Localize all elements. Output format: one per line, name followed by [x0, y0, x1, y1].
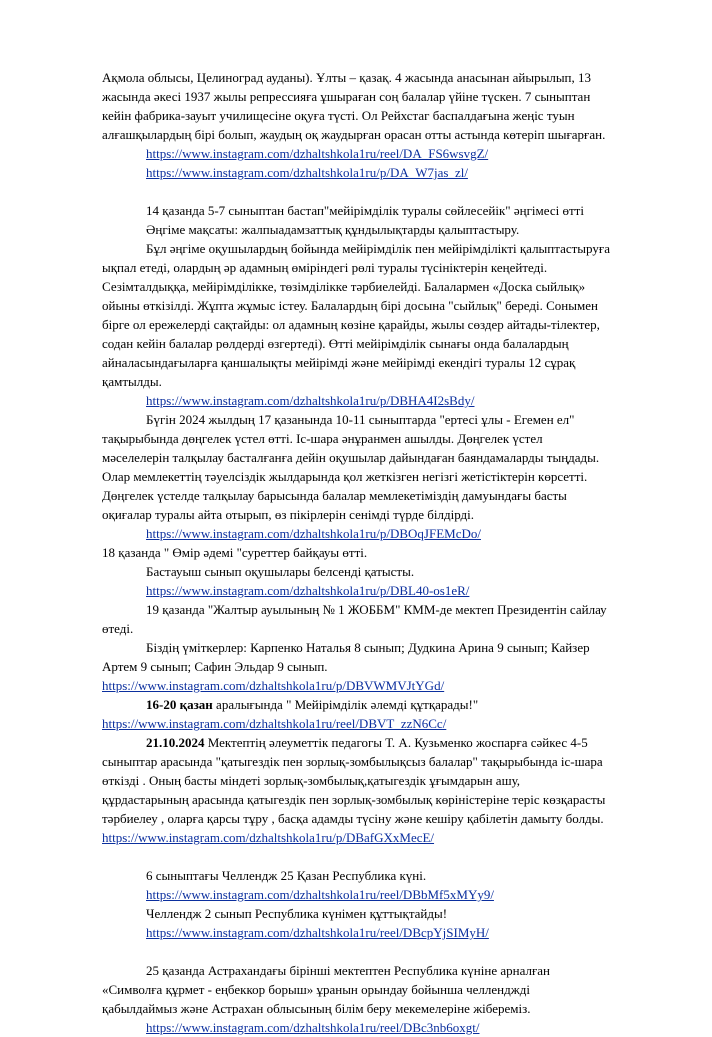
- text-line: [102, 961, 672, 980]
- blank-line: [102, 847, 672, 866]
- text-line: [102, 220, 672, 239]
- text-line: [102, 163, 672, 182]
- text-line: [102, 68, 672, 87]
- paragraph-text: өтеді.: [102, 621, 134, 636]
- paragraph-text: Олар мемлекеттің тәуелсіздік жылдарында қол жеткізген негізгі жетістіктерін көрсетті.: [102, 469, 588, 484]
- text-line: [102, 752, 672, 771]
- text-line: [102, 239, 672, 258]
- text-line: [102, 600, 672, 619]
- text-line: [102, 486, 672, 505]
- text-line: [102, 1018, 672, 1037]
- text-line: [102, 828, 672, 847]
- paragraph-text: 14 қазанда 5-7 сыныптан бастап"мейірімділік туралы сөйлесейік" әңгімесі өтті: [146, 203, 584, 218]
- text-line: [102, 562, 672, 581]
- paragraph-text: ықпал етеді, олардың әр адамның өміріндегі рөлі туралы түсініктерін кеңейтеді.: [102, 260, 548, 275]
- paragraph-text: бірге ол ережелерді сақтайды: ол адамның көзіне қарайды, жылы сөздер айтады-тілектер,: [102, 317, 600, 332]
- instagram-link[interactable]: https://www.instagram.com/dzhaltshkola1ru/p/DBVWMVJtYGd/: [102, 678, 445, 693]
- paragraph-text: Артем 9 сынып; Сафин Эльдар 9 сынып.: [102, 659, 328, 674]
- text-line: [102, 410, 672, 429]
- text-line: [102, 296, 672, 315]
- text-line: [102, 201, 672, 220]
- paragraph-text: Бастауыш сынып оқушылары белсенді қатысты.: [146, 564, 415, 579]
- paragraph-text: айналасындағыларға қаншалықты мейірімді және мейірімді екендігі туралы 12 сұрақ: [102, 355, 576, 370]
- text-line: [102, 809, 672, 828]
- text-line: [102, 638, 672, 657]
- text-line: [102, 106, 672, 125]
- text-line: [102, 714, 672, 733]
- paragraph-text: ойыны өткізілді. Жұпта жұмыс істеу. Балалардың бірі досына "сыйлық" береді. Сонымен: [102, 298, 598, 313]
- text-line: [102, 980, 672, 999]
- paragraph-text: Ақмола облысы, Целиноград ауданы). Ұлты – қазақ. 4 жасында анасынан айырылып, 13: [102, 70, 592, 85]
- bold-date-text: 16-20 қазан: [146, 697, 213, 712]
- instagram-link[interactable]: https://www.instagram.com/dzhaltshkola1ru/reel/DBbMf5xMYy9/: [146, 887, 494, 902]
- paragraph-text: Челлендж 2 сынып Республика күнімен құттықтайды!: [146, 906, 448, 921]
- paragraph-text: «Символға құрмет - еңбеккор борыш» ұранын орындау бойынша челлендждi: [102, 982, 530, 997]
- paragraph-text: Бұл әңгіме оқушылардың бойында мейірімділік пен мейірімділікті қалыптастыруға: [146, 241, 610, 256]
- text-line: [102, 334, 672, 353]
- text-line: [102, 771, 672, 790]
- paragraph-text: 25 қазанда Астрахандағы бірінші мектептен Республика күніне арналған: [146, 963, 551, 978]
- text-line: [102, 619, 672, 638]
- text-line: [102, 87, 672, 106]
- paragraph-text: құрдастарының арасында қатыгездік пен зорлық-зомбылық көріністеріне теріс көзқарасты: [102, 792, 606, 807]
- paragraph-text: сыныптар арасында "қатыгездік пен зорлық-зомбылықсыз балалар" тақырыбында іс-шара: [102, 754, 603, 769]
- text-line: [102, 505, 672, 524]
- instagram-link[interactable]: https://www.instagram.com/dzhaltshkola1ru/p/DBHA4I2sBdy/: [146, 393, 475, 408]
- instagram-link[interactable]: https://www.instagram.com/dzhaltshkola1ru/p/DBL40-os1eR/: [146, 583, 470, 598]
- instagram-link[interactable]: https://www.instagram.com/dzhaltshkola1ru/reel/DBVT_zzN6Cc/: [102, 716, 447, 731]
- text-line: [102, 258, 672, 277]
- instagram-link[interactable]: https://www.instagram.com/dzhaltshkola1ru/p/DA_W7jas_zl/: [146, 165, 468, 180]
- text-line: [102, 391, 672, 410]
- paragraph-text: тәрбиелеу , оларға қарсы тұру , басқа адамды түсіну және кешіру қабілетін дамыту болды.: [102, 811, 604, 826]
- text-line: [102, 904, 672, 923]
- text-line: [102, 277, 672, 296]
- text-line: [102, 353, 672, 372]
- text-line: [102, 923, 672, 942]
- instagram-link[interactable]: https://www.instagram.com/dzhaltshkola1ru/p/DBafGXxMecE/: [102, 830, 435, 845]
- text-line: [102, 125, 672, 144]
- text-line: [102, 695, 672, 714]
- paragraph-text: Біздің үміткерлер: Карпенко Наталья 8 сынып; Дудкина Арина 9 сынып; Кайзер: [146, 640, 590, 655]
- text-line: [102, 581, 672, 600]
- text-line: [102, 999, 672, 1018]
- text-line: [102, 467, 672, 486]
- text-line: [102, 315, 672, 334]
- paragraph-text: қабылдаймыз және Астрахан облысының білім беру мекемелеріне жібереміз.: [102, 1001, 531, 1016]
- paragraph-text: оқиғалар туралы айта отырып, өз пікірлерін сенімді түрде білдірді.: [102, 507, 475, 522]
- paragraph-text: алғашқылардың бірі болып, жаудың оқ жаудырған орасан отты астында көтеріп шығарған.: [102, 127, 606, 142]
- text-line: [102, 448, 672, 467]
- paragraph-text: содан кейін балалар рөлдерді өзгертеді). Өтті мейірімділік сынағы онда балалардың: [102, 336, 569, 351]
- paragraph-text: аралығында " Мейірімділік әлемді құтқарады!": [212, 697, 479, 712]
- paragraph-text: кейін фабрика-зауыт училищесіне оқуға түсті. Ол Рейхстаг баспалдағына жеңіс туын: [102, 108, 575, 123]
- blank-line: [102, 942, 672, 961]
- paragraph-text: мәселелерін талқылау басталғанға дейін оқушылар дайындаған баяндамаларды тыңдады.: [102, 450, 600, 465]
- paragraph-text: 19 қазанда "Жалтыр ауылының № 1 ЖОББМ" КММ-де мектеп Президентін сайлау: [146, 602, 607, 617]
- paragraph-text: Дөңгелек үстелде талқылау барысында балалар мемлекетіміздің дамуындағы басты: [102, 488, 567, 503]
- paragraph-text: Әңгіме мақсаты: жалпыадамзаттық құндылықтарды қалыптастыру.: [146, 222, 520, 237]
- text-line: [102, 429, 672, 448]
- text-line: [102, 790, 672, 809]
- paragraph-text: тақырыбында дөңгелек үстел өтті. Іс-шара әнұранмен ашылды. Дөңгелек үстел: [102, 431, 543, 446]
- text-line: [102, 866, 672, 885]
- paragraph-text: Мектептің әлеуметтік педагогы Т. А. Кузьменко жоспарға сәйкес 4-5: [204, 735, 588, 750]
- instagram-link[interactable]: https://www.instagram.com/dzhaltshkola1ru/reel/DBcpYjSIMyH/: [146, 925, 489, 940]
- instagram-link[interactable]: https://www.instagram.com/dzhaltshkola1ru/p/DBOqJFEMcDo/: [146, 526, 481, 541]
- paragraph-text: 6 сыныптағы Челлендж 25 Қазан Республика күні.: [146, 868, 427, 883]
- text-line: [102, 372, 672, 391]
- text-line: [102, 885, 672, 904]
- bold-date-text: 21.10.2024: [146, 735, 205, 750]
- paragraph-text: Сезімталдыққа, мейірімділікке, төзімділікке тәрбиелейді. Балалармен «Доска сыйлық»: [102, 279, 586, 294]
- paragraph-text: қамтылды.: [102, 374, 162, 389]
- paragraph-text: 18 қазанда " Өмір әдемі "суреттер байқауы өтті.: [102, 545, 368, 560]
- text-line: [102, 676, 672, 695]
- text-line: [102, 524, 672, 543]
- paragraph-text: өткізді . Оның басты міндеті зорлық-зомбылық,қатыгездік ұғымдарын ашу,: [102, 773, 521, 788]
- paragraph-text: жасында әкесі 1937 жылы репрессияға ұшыраған соң балалар үйіне түскен. 7 сыныптан: [102, 89, 591, 104]
- blank-line: [102, 182, 672, 201]
- text-line: [102, 733, 672, 752]
- text-line: [102, 543, 672, 562]
- text-line: [102, 144, 672, 163]
- instagram-link[interactable]: https://www.instagram.com/dzhaltshkola1ru/reel/DBc3nb6oxgt/: [146, 1020, 480, 1035]
- instagram-link[interactable]: https://www.instagram.com/dzhaltshkola1ru/reel/DA_FS6wsvgZ/: [146, 146, 489, 161]
- document-body: [102, 68, 672, 1037]
- text-line: [102, 657, 672, 676]
- paragraph-text: Бүгін 2024 жылдың 17 қазанында 10-11 сыныптарда "ертесі ұлы - Егемен ел": [146, 412, 575, 427]
